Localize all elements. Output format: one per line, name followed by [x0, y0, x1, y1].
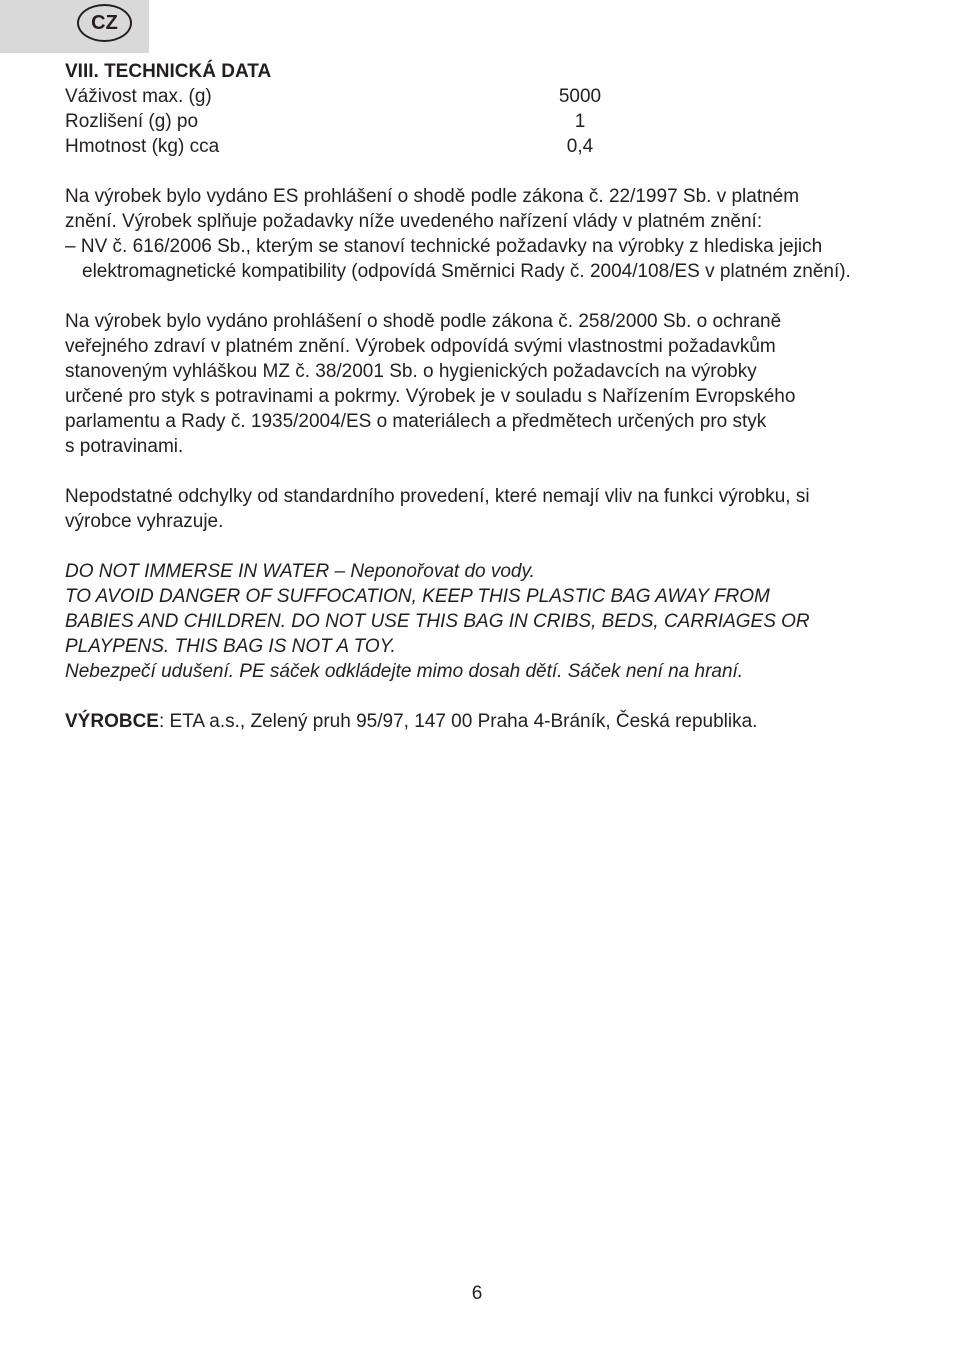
- spec-row: [65, 84, 895, 109]
- health-declaration-line: parlamentu a Rady č. 1935/2004/ES o materiálech a předmětech určených pro styk: [65, 411, 767, 432]
- spec-value: 0,4: [566, 136, 594, 157]
- health-declaration-line: Na výrobek bylo vydáno prohlášení o shodě podle zákona č. 258/2000 Sb. o ochraně: [65, 311, 782, 332]
- warning-line: PLAYPENS. THIS BAG IS NOT A TOY.: [65, 636, 396, 657]
- warning-line: BABIES AND CHILDREN. DO NOT USE THIS BAG IN CRIBS, BEDS, CARRIAGES OR: [65, 611, 810, 632]
- warning-line: TO AVOID DANGER OF SUFFOCATION, KEEP THIS PLASTIC BAG AWAY FROM: [65, 586, 770, 607]
- warning-line: Nebezpečí udušení. PE sáček odkládejte mimo dosah dětí. Sáček není na hraní.: [65, 661, 744, 682]
- es-declaration-line: Na výrobek bylo vydáno ES prohlášení o shodě podle zákona č. 22/1997 Sb. v platném: [65, 186, 800, 207]
- document-body: [65, 59, 895, 734]
- health-declaration-line: veřejného zdraví v platném znění. Výrobek odpovídá svými vlastnostmi požadavkům: [65, 336, 776, 357]
- warning-line: DO NOT IMMERSE IN WATER – Neponořovat do vody.: [65, 561, 535, 582]
- spec-label: Hmotnost (kg) cca: [65, 136, 220, 157]
- es-declaration-line: znění. Výrobek splňuje požadavky níže uvedeného nařízení vlády v platném znění:: [65, 211, 763, 232]
- deviation-note-line: výrobce vyhrazuje.: [65, 511, 224, 532]
- manufacturer-line: [65, 709, 895, 734]
- language-badge: CZ: [77, 4, 132, 42]
- health-declaration-line: určené pro styk s potravinami a pokrmy. Výrobek je v souladu s Nařízením Evropského: [65, 386, 796, 407]
- language-tab: [0, 0, 149, 53]
- spec-row: [65, 134, 895, 159]
- health-declaration-line: stanoveným vyhláškou MZ č. 38/2001 Sb. o hygienických požadavcích na výrobky: [65, 361, 757, 382]
- spec-row: [65, 109, 895, 134]
- manufacturer-label: VÝROBCE: [65, 711, 159, 732]
- deviation-note-line: Nepodstatné odchylky od standardního provedení, které nemají vliv na funkci výrobku, si: [65, 486, 810, 507]
- health-declaration-line: s potravinami.: [65, 436, 184, 457]
- section-title: VIII. TECHNICKÁ DATA: [65, 61, 272, 82]
- page-number: 6: [471, 1283, 483, 1304]
- regulation-list-item: – NV č. 616/2006 Sb., kterým se stanoví technické požadavky na výrobky z hlediska jejich elektromagnetické kompatibility (odpovídá Směrnici Rady č. 2004/108/ES v platném znění).: [65, 236, 851, 282]
- spec-label: Rozlišení (g) po: [65, 111, 199, 132]
- spec-value: 5000: [558, 86, 602, 107]
- spec-label: Váživost max. (g): [65, 86, 212, 107]
- spec-value: 1: [574, 111, 586, 132]
- manufacturer-address: : ETA a.s., Zelený pruh 95/97, 147 00 Praha 4-Bráník, Česká republika.: [158, 711, 758, 732]
